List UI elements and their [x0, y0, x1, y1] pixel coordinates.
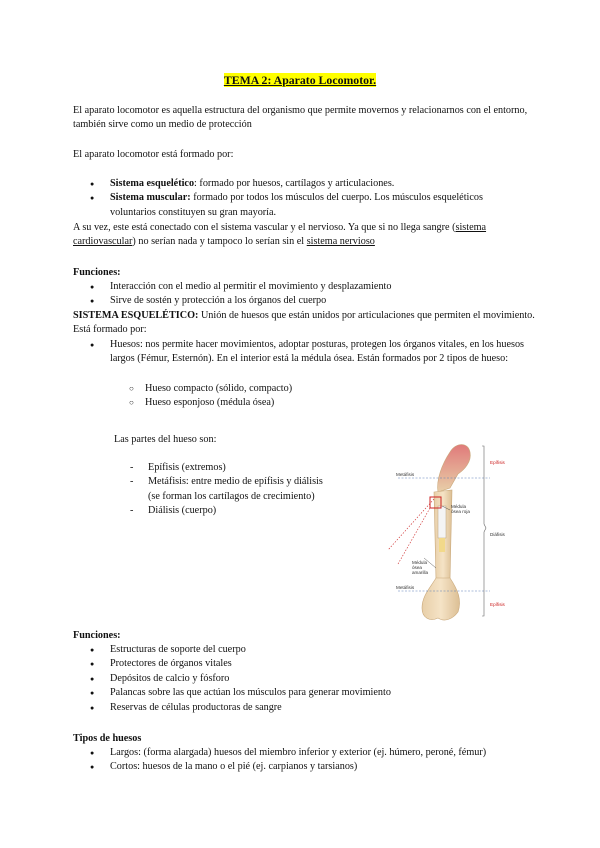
bone-head-bottom: [422, 578, 460, 620]
tipos-heading: Tipos de huesos: [73, 733, 142, 744]
tipos-list: [110, 746, 540, 775]
yellow-marrow: [439, 538, 445, 552]
list-item: ● Depósitos de calcio y fósforo: [110, 672, 530, 686]
label-medula-roja: Médula ósea roja: [451, 504, 470, 514]
huesos-list: [110, 338, 530, 367]
label-epifisis-top: Epífisis: [490, 460, 505, 465]
label-metafisis-bottom: Metáfisis: [396, 585, 415, 590]
detail-line: [398, 508, 430, 564]
list-item: - Metáfisis: entre medio de epífisis y diálisis (se forman los cartílagos de crecimiento): [148, 475, 333, 504]
funciones-list-2: [110, 643, 530, 715]
bone-head-top: [438, 445, 471, 493]
label-epifisis-bottom: Epífisis: [490, 602, 505, 607]
bone-types-list: [145, 382, 525, 411]
parts-heading: Las partes del hueso son:: [114, 434, 217, 445]
label-medula-amarilla: Médula ósea amarilla: [412, 560, 429, 575]
formed-by-text: El aparato locomotor está formado por:: [73, 149, 234, 160]
list-item: ● Protectores de órganos vitales: [110, 657, 530, 671]
list-item: ● Huesos: nos permite hacer movimientos, adoptar posturas, protegen los órganos vitales, en los huesos largos (Fémur, Esternón). En el interior está la médula ósea. Están formados por 2 tipos de hueso:: [110, 338, 530, 367]
list-item: ● Cortos: huesos de la mano o el pié (ej. carpianos y tarsianos): [110, 760, 540, 774]
page-title: TEMA 2: Aparato Locomotor.: [223, 73, 377, 87]
list-item: ○ Hueso esponjoso (médula ósea): [145, 396, 525, 410]
list-item: ● Palancas sobre las que actúan los músculos para generar movimiento: [110, 686, 530, 700]
label-diafisis: Diáfisis: [490, 532, 505, 537]
funciones-heading: Funciones:: [73, 267, 121, 278]
list-item: ● Estructuras de soporte del cuerpo: [110, 643, 530, 657]
list-item: - Diálisis (cuerpo): [148, 504, 333, 518]
bone-diagram: [378, 440, 538, 630]
funciones-heading-2: Funciones:: [73, 630, 121, 641]
list-item: ● Sirve de sostén y protección a los órganos del cuerpo: [110, 294, 530, 308]
skeletal-paragraph: SISTEMA ESQUELÉTICO: Unión de huesos que están unidos por articulaciones que permiten el movimiento. Está formado por:: [73, 310, 535, 336]
connection-paragraph: A su vez, este está conectado con el sistema vascular y el nervioso. Ya que si no llega sangre (sistema cardiovascular) no serían nada y tampoco lo serían sin el sistema nervioso: [73, 222, 487, 248]
detail-line: [388, 499, 434, 550]
list-item: ● Sistema esquelético: formado por huesos, cartílagos y articulaciones.: [110, 177, 530, 191]
list-item: ● Interacción con el medio al permitir el movimiento y desplazamiento: [110, 280, 530, 294]
systems-list: [110, 177, 530, 220]
list-item: ○ Hueso compacto (sólido, compacto): [145, 382, 525, 396]
list-item: ● Largos: (forma alargada) huesos del miembro inferior y exterior (ej. húmero, peroné, fémur): [110, 746, 540, 760]
intro-paragraph: El aparato locomotor es aquella estructura del organismo que permite movernos y relacionarnos con el entorno, también sirve como un medio de protección: [73, 105, 528, 131]
list-item: ● Sistema muscular: formado por todos los músculos del cuerpo. Los músculos esqueléticos voluntarios constituyen su gran mayoría.: [110, 191, 530, 220]
list-item: - Epífisis (extremos): [148, 461, 333, 475]
label-metafisis-top: Metáfisis: [396, 472, 415, 477]
right-bracket: [482, 446, 486, 616]
bone-parts-list: [148, 461, 333, 519]
list-item: ● Reservas de células productoras de sangre: [110, 701, 530, 715]
femur-illustration: [378, 440, 538, 630]
link-sistema-nervioso[interactable]: sistema nervioso: [306, 236, 375, 248]
funciones-list: [110, 280, 530, 309]
link-sistema-cardiovascular[interactable]: sistema cardiovascular: [73, 222, 487, 248]
marrow-cut: [438, 506, 446, 538]
